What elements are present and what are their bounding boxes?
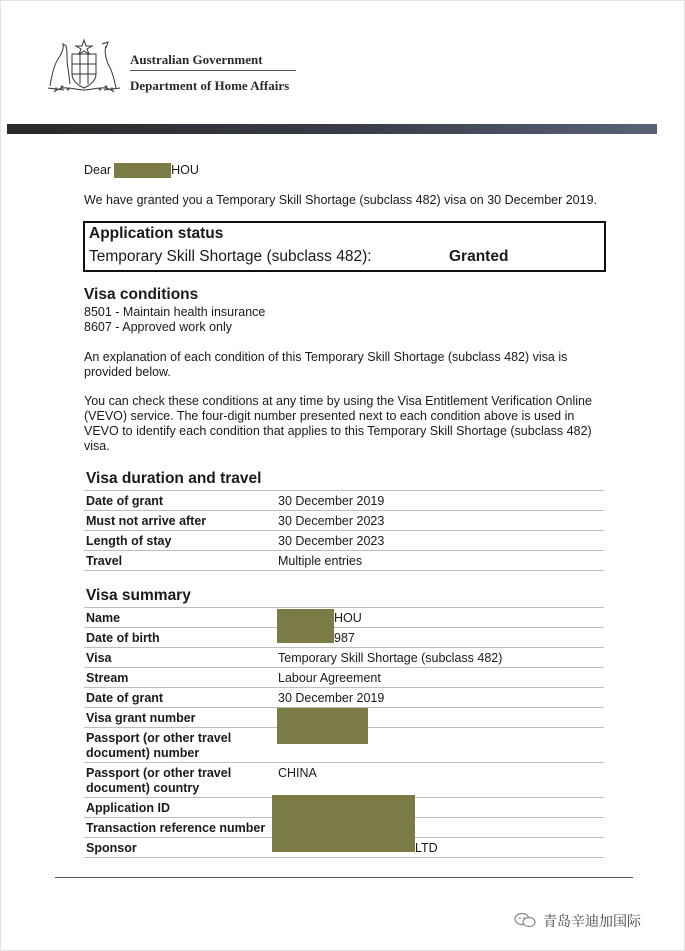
redaction-ids-sponsor [272, 795, 415, 852]
row-label: Sponsor [86, 841, 137, 855]
status-visa: Temporary Skill Shortage (subclass 482): [89, 248, 372, 265]
grant-intro: We have granted you a Temporary Skill Shortage (subclass 482) visa on 30 December 2019. [84, 193, 598, 207]
row-label: Date of grant [86, 494, 164, 508]
table-row [84, 551, 604, 571]
table-row [84, 688, 604, 708]
row-label: Length of stay [86, 534, 172, 548]
row-label: Name [86, 611, 121, 625]
row-value: 30 December 2019 [278, 494, 385, 508]
table-row [84, 511, 604, 531]
header-band [7, 124, 657, 134]
row-label: Application ID [86, 801, 171, 815]
row-value: LTD [415, 841, 438, 855]
table-row [84, 490, 604, 511]
department-name: Department of Home Affairs [130, 78, 290, 93]
government-name: Australian Government [130, 52, 263, 67]
greeting [84, 163, 199, 178]
redaction-grant-passport [277, 708, 368, 744]
row-label: Visa [86, 651, 112, 665]
row-value: Temporary Skill Shortage (subclass 482) [278, 651, 503, 665]
redacted-name [114, 163, 171, 178]
row-value: 987 [334, 631, 355, 645]
row-value: Labour Agreement [278, 671, 381, 685]
coat-of-arms-icon [44, 34, 124, 94]
table-row [84, 628, 604, 648]
footer-divider [55, 877, 633, 878]
duration-table [84, 490, 604, 571]
table-row [84, 668, 604, 688]
status-value: Granted [449, 248, 509, 265]
wechat-icon [513, 912, 539, 928]
condition-item: 8607 - Approved work only [84, 320, 233, 334]
greeting-surname: HOU [171, 163, 199, 177]
redaction-name-dob [277, 609, 334, 643]
conditions-explanation: An explanation of each condition of this Temporary Skill Shortage (subclass 482) visa is provided below. [84, 350, 568, 379]
row-label: Passport (or other travel document) number [86, 731, 232, 760]
application-status-box [83, 221, 606, 272]
row-label: Visa grant number [86, 711, 196, 725]
row-label: Date of birth [86, 631, 160, 645]
vevo-paragraph: You can check these conditions at any time by using the Visa Entitlement Verification Online (VEVO) service. The four-digit number presented next to each condition above is used in VEVO to identify each condition that applies to this Temporary Skill Shortage (subclass 482) visa. [84, 394, 592, 453]
status-title: Application status [89, 225, 224, 242]
duration-title: Visa duration and travel [86, 470, 262, 487]
summary-title: Visa summary [86, 587, 191, 604]
row-label: Travel [86, 554, 123, 568]
row-value: Multiple entries [278, 554, 363, 568]
row-label: Transaction reference number [86, 821, 266, 835]
row-value: 30 December 2019 [278, 691, 385, 705]
row-label: Date of grant [86, 691, 164, 705]
row-label: Stream [86, 671, 129, 685]
table-row [84, 763, 604, 798]
condition-item: 8501 - Maintain health insurance [84, 305, 266, 319]
row-value: HOU [334, 611, 362, 625]
row-value: 30 December 2023 [278, 514, 385, 528]
header-divider [130, 70, 296, 71]
row-label: Passport (or other travel document) country [86, 766, 232, 795]
watermark-text: 青岛辛迪加国际 [543, 913, 641, 929]
table-row [84, 531, 604, 551]
table-row [84, 607, 604, 628]
table-row [84, 648, 604, 668]
row-value: 30 December 2023 [278, 534, 385, 548]
row-label: Must not arrive after [86, 514, 207, 528]
greeting-prefix: Dear [84, 163, 112, 177]
row-value: CHINA [278, 766, 317, 780]
conditions-title: Visa conditions [84, 286, 199, 303]
